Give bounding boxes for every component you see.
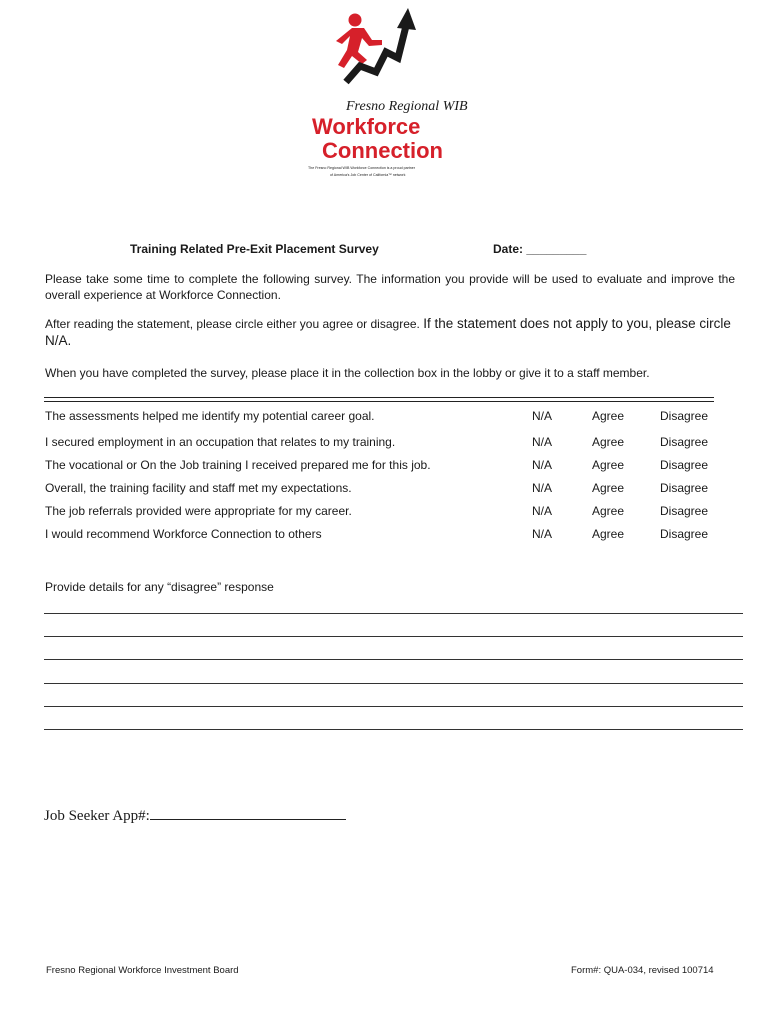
na-option[interactable]: N/A (532, 409, 553, 423)
intro-paragraph-1: Please take some time to complete the following survey. The information you provide will be used to evaluate and improve the overall experience at Workforce Connection. (45, 272, 735, 302)
details-line-1[interactable] (44, 613, 743, 614)
logo-tagline-2: of America's Job Center of California™ network (330, 173, 406, 177)
footer-form-number: Form#: QUA-034, revised 100714 (571, 965, 714, 976)
na-instruction-text: If the statement does not apply to you, please circle N/A. (45, 316, 731, 348)
survey-row (45, 527, 725, 545)
workforce-connection-logo (300, 6, 470, 184)
survey-statement: The vocational or On the Job training I received prepared me for this job. (45, 458, 431, 472)
date-field[interactable]: Date: _________ (493, 242, 587, 256)
details-line-6[interactable] (44, 729, 743, 730)
survey-row (45, 409, 725, 427)
survey-row (45, 435, 725, 453)
runner-figure (336, 14, 382, 69)
na-option[interactable]: N/A (532, 458, 553, 472)
divider-bottom (44, 401, 714, 402)
survey-row (45, 458, 725, 476)
logo-connection-text: Connection (322, 138, 443, 163)
job-seeker-app-field (44, 805, 346, 825)
details-line-4[interactable] (44, 683, 743, 684)
disagree-option[interactable]: Disagree (660, 504, 709, 518)
disagree-option[interactable]: Disagree (660, 481, 709, 495)
details-label: Provide details for any “disagree” response (45, 580, 274, 594)
survey-statement: Overall, the training facility and staff met my expectations. (45, 481, 352, 495)
job-seeker-label: Job Seeker App#: (44, 808, 150, 824)
disagree-option[interactable]: Disagree (660, 527, 709, 541)
survey-statement: I secured employment in an occupation that relates to my training. (45, 435, 396, 449)
footer-organization: Fresno Regional Workforce Investment Board (46, 965, 239, 976)
intro-paragraph-3: When you have completed the survey, please place it in the collection box in the lobby or give it to a staff member. (45, 366, 650, 380)
details-line-3[interactable] (44, 659, 743, 660)
na-option[interactable]: N/A (532, 481, 553, 495)
intro-paragraph-2 (45, 316, 735, 349)
details-line-2[interactable] (44, 636, 743, 637)
survey-row (45, 504, 725, 522)
na-option[interactable]: N/A (532, 527, 553, 541)
job-seeker-input-line[interactable] (150, 805, 346, 820)
logo-workforce-text: Workforce (312, 114, 421, 139)
na-option[interactable]: N/A (532, 435, 553, 449)
divider-top (44, 397, 714, 398)
agree-option[interactable]: Agree (592, 481, 625, 495)
agree-option[interactable]: Agree (592, 504, 625, 518)
details-line-5[interactable] (44, 706, 743, 707)
instruction-text: After reading the statement, please circle either you agree or disagree. (45, 317, 424, 331)
logo-tagline-1: The Fresno Regional WIB Workforce Connection is a proud partner (308, 166, 415, 170)
disagree-option[interactable]: Disagree (660, 458, 709, 472)
agree-option[interactable]: Agree (592, 409, 625, 423)
agree-option[interactable]: Agree (592, 435, 625, 449)
disagree-option[interactable]: Disagree (660, 435, 709, 449)
na-option[interactable]: N/A (532, 504, 553, 518)
survey-statement: I would recommend Workforce Connection to others (45, 527, 322, 541)
survey-row (45, 481, 725, 499)
survey-statement: The assessments helped me identify my potential career goal. (45, 409, 375, 423)
logo-wib-text: Fresno Regional WIB (346, 99, 468, 114)
survey-title: Training Related Pre-Exit Placement Survey (130, 242, 379, 256)
agree-option[interactable]: Agree (592, 527, 625, 541)
disagree-option[interactable]: Disagree (660, 409, 709, 423)
survey-statement: The job referrals provided were appropriate for my career. (45, 504, 352, 518)
agree-option[interactable]: Agree (592, 458, 625, 472)
